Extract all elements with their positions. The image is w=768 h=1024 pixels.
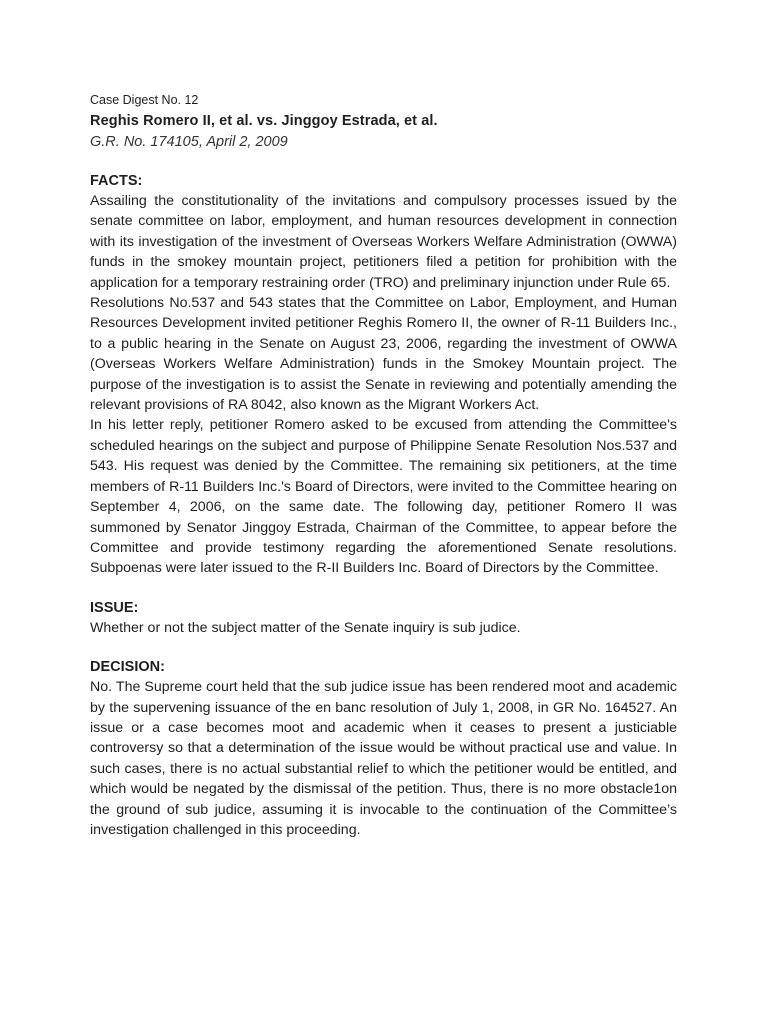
facts-paragraph-2: Resolutions No.537 and 543 states that the Committee on Labor, Employment, and Human Resources Development invited petitioner Reghis Romero II, the owner of R-11 Builders Inc., to a public hearing in the Senate on August 23, 2006, regarding the investment of OWWA (Overseas Workers Welfare Administration) funds in the Smokey Mountain project. The purpose of the investigation is to assist the Senate in reviewing and potentially amending the relevant provisions of RA 8042, also known as the Migrant Workers Act. — [90, 295, 677, 414]
case-title: Reghis Romero II, et al. vs. Jinggoy Estrada, et al. — [90, 113, 438, 129]
decision-section — [90, 657, 677, 840]
issue-heading: ISSUE: — [90, 599, 139, 616]
decision-heading: DECISION: — [90, 659, 165, 676]
facts-paragraph-3: In his letter reply, petitioner Romero asked to be excused from attending the Committee's scheduled hearings on the subject and purpose of Philippine Senate Resolution Nos.537 and 543. His request was denied by the Committee. The remaining six petitioners, at the time members of R-11 Builders Inc.'s Board of Directors, were invited to the Committee hearing on September 4, 2006, on the same date. The following day, petitioner Romero II was summoned by Senator Jinggoy Estrada, Chairman of the Committee, to appear before the Committee and provide testimony regarding the aforementioned Senate resolutions. Subpoenas were later issued to the R-II Builders Inc. Board of Directors by the Committee. — [90, 417, 677, 577]
case-digest-page — [90, 92, 677, 840]
facts-paragraph-1: Assailing the constitutionality of the invitations and compulsory processes issued by the senate committee on labor, employment, and human resources development in connection with its investigation of the investment of Overseas Workers Welfare Administration (OWWA) funds in the smokey mountain project, petitioners filed a petition for prohibition with the application for a temporary restraining order (TRO) and preliminary injunction under Rule 65. — [90, 193, 677, 291]
gr-number-date: G.R. No. 174105, April 2, 2009 — [90, 134, 288, 150]
facts-section — [90, 171, 677, 579]
issue-section — [90, 598, 677, 638]
digest-number: Case Digest No. 12 — [90, 93, 199, 107]
decision-text: No. The Supreme court held that the sub judice issue has been rendered moot and academic by the supervening issuance of the en banc resolution of July 1, 2008, in GR No. 164527. An issue or a case becomes moot and academic when it ceases to present a justiciable controversy so that a determination of the issue would be without practical use and value. In such cases, there is no actual substantial relief to which the petitioner would be entitled, and which would be negated by the dismissal of the petition. Thus, there is no more obstacle1on the ground of sub judice, assuming it is invocable to the continuation of the Committee’s investigation challenged in this proceeding. — [90, 679, 677, 838]
facts-heading: FACTS: — [90, 173, 143, 189]
issue-text: Whether or not the subject matter of the Senate inquiry is sub judice. — [90, 619, 521, 636]
